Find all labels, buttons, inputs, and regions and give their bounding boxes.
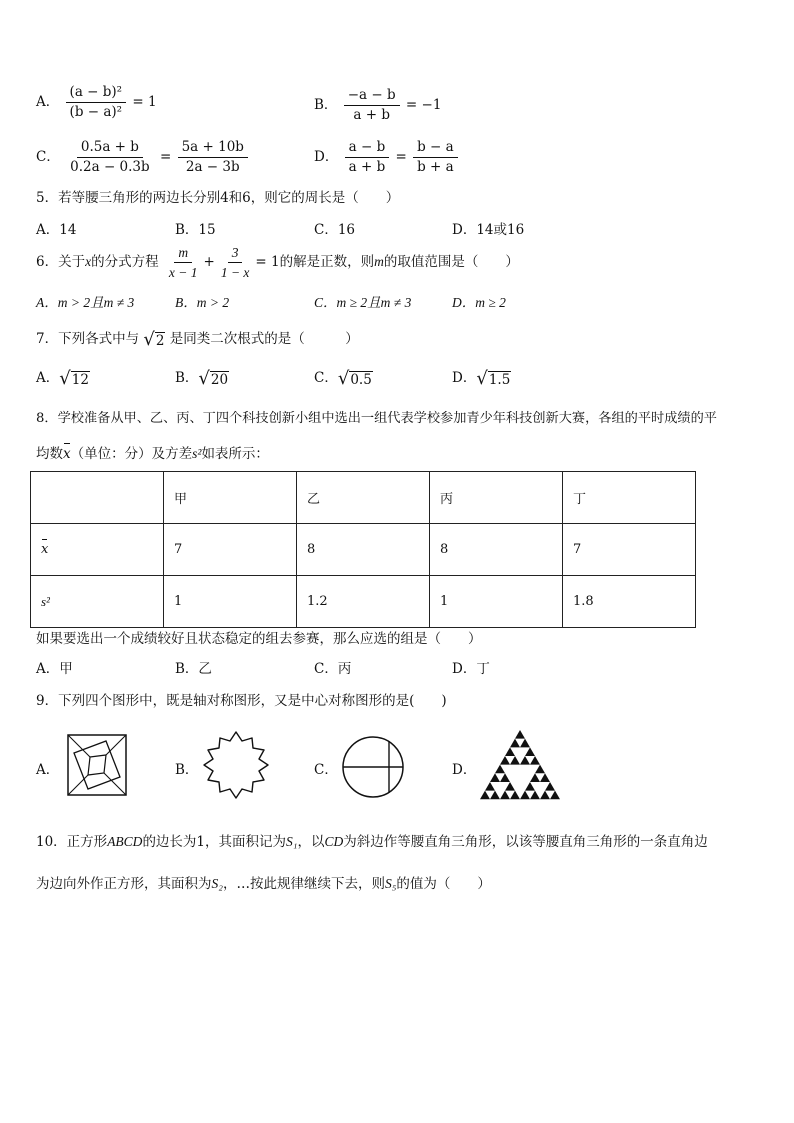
q7-option-b[interactable] (175, 366, 229, 389)
radicand: 20 (210, 372, 229, 388)
denominator: (b − a)² (69, 104, 123, 120)
option-label: C． (36, 149, 60, 165)
q6-option-d[interactable]: D．m ≥ 2 (452, 295, 506, 310)
q7-option-d[interactable] (452, 366, 511, 389)
q5-option-c[interactable]: C．16 (314, 222, 356, 238)
numerator: m (174, 244, 192, 263)
table-row (31, 524, 696, 576)
table-header-cell: 乙 (297, 472, 430, 524)
q8-text: 如表所示： (201, 446, 269, 462)
numerator: 5a + 10b (178, 139, 248, 158)
square-name: ABCD (107, 834, 143, 849)
radicand: 1.5 (488, 372, 511, 388)
q9-option-c[interactable]: C． (314, 762, 338, 778)
q10-text: 为边向外作正方形，其面积为 (36, 876, 212, 892)
q10-text: 的值为（ ） (396, 876, 491, 892)
q6-option-c[interactable]: C．m ≥ 2且m ≠ 3 (314, 295, 412, 310)
q8-option-a[interactable]: A．甲 (36, 661, 73, 677)
numerator: b − a (413, 139, 458, 158)
denominator: 1 − x (220, 265, 250, 280)
area-symbol: S₅ (384, 876, 397, 891)
q7-option-a[interactable] (36, 366, 90, 389)
q7-text (36, 327, 359, 350)
q4-option-a[interactable] (36, 84, 157, 121)
variable-x: x (85, 254, 92, 269)
q7-pre: 7．下列各式中与 (36, 331, 140, 347)
q6-option-a[interactable]: A．m > 2且m ≠ 3 (36, 295, 135, 310)
table-header-cell: 丁 (563, 472, 696, 524)
q4-option-c[interactable] (36, 139, 250, 176)
circle-cross-figure (340, 734, 406, 800)
option-label: D． (452, 370, 477, 386)
fraction (217, 244, 254, 281)
q4-option-d[interactable] (314, 139, 460, 176)
segment-name: CD (324, 834, 344, 849)
q6-mid: 的分式方程 (91, 254, 159, 270)
option-label: C． (314, 370, 338, 386)
equation-rhs: = 1 (132, 94, 157, 110)
q6-text (36, 244, 519, 281)
equals-sign: = (395, 149, 407, 165)
sqrt-symbol: √12 (59, 368, 89, 389)
q6-post: 的取值范围是（ ） (383, 254, 519, 270)
q10-text: 的边长为1，其面积记为 (142, 834, 287, 850)
scores-table (30, 471, 696, 628)
q6-post: 的解是正数，则 (279, 254, 375, 270)
equals-sign: = (159, 149, 172, 165)
option-label: A． (36, 370, 60, 386)
mean-symbol: x (63, 446, 71, 462)
denominator: x − 1 (168, 265, 198, 280)
q5-option-a[interactable]: A．14 (36, 222, 77, 238)
numerator: 3 (228, 244, 243, 263)
fraction (344, 87, 400, 124)
q7-option-c[interactable] (314, 366, 373, 389)
sierpinski-triangle-figure (478, 729, 562, 803)
denominator: a + b (353, 107, 390, 123)
q8-text: （单位：分）及方差 (70, 446, 193, 462)
variance-symbol: s² (41, 593, 50, 609)
q6-option-b[interactable]: B．m > 2 (175, 295, 230, 310)
table-cell: 1 (430, 576, 563, 628)
snowflake-figure (198, 728, 274, 802)
fraction (66, 139, 154, 176)
q10-line1 (36, 830, 708, 850)
table-cell: 1 (164, 576, 297, 628)
numerator: (a − b)² (66, 84, 127, 103)
q5-option-b[interactable]: B．15 (175, 222, 216, 238)
sqrt-symbol: √1.5 (476, 368, 511, 389)
option-label: A． (36, 94, 60, 110)
table-cell: 1.2 (297, 576, 430, 628)
option-label: B． (175, 370, 199, 386)
q9-option-a[interactable]: A． (36, 762, 60, 778)
option-label: B． (314, 97, 338, 113)
pinwheel-square-figure (66, 733, 128, 797)
denominator: 2a − 3b (185, 159, 240, 175)
sqrt-symbol: √0.5 (337, 368, 372, 389)
q5-option-d[interactable]: D．14或16 (452, 222, 525, 238)
area-symbol: S₁ (286, 834, 298, 849)
radicand: 2 (155, 333, 165, 349)
table-row (31, 576, 696, 628)
q10-text: 为斜边作等腰直角三角形，以该等腰直角三角形的一条直角边 (343, 834, 708, 850)
numerator: 0.5a + b (77, 139, 143, 158)
table-header-cell: 丙 (430, 472, 563, 524)
q9-text: 9．下列四个图形中，既是轴对称图形，又是中心对称图形的是( ) (36, 693, 447, 709)
fraction (66, 84, 127, 121)
table-cell: 8 (297, 524, 430, 576)
table-header-row (31, 472, 696, 524)
sqrt-symbol: √2 (143, 329, 165, 350)
numerator: −a − b (344, 87, 400, 106)
q8-question: 如果要选出一个成绩较好且状态稳定的组去参赛，那么应选的组是（ ） (36, 631, 482, 647)
q7-post: 是同类二次根式的是（ ） (169, 331, 359, 347)
q6-pre: 6．关于 (36, 254, 86, 270)
table-cell: 8 (430, 524, 563, 576)
variable-m: m (374, 254, 384, 269)
q4-option-b[interactable] (314, 87, 441, 124)
q8-line1: 8．学校准备从甲、乙、丙、丁四个科技创新小组中选出一组代表学校参加青少年科技创新大赛，各组的平时成绩的平 (36, 411, 717, 426)
equation-rhs: = −1 (405, 97, 442, 113)
q8-option-c[interactable]: C．丙 (314, 661, 352, 677)
table-header-cell (31, 472, 164, 524)
fraction (165, 244, 202, 281)
q10-text: ，以 (297, 834, 325, 850)
denominator: a + b (348, 159, 386, 175)
radicand: 12 (71, 372, 89, 388)
area-symbol: S₂ (211, 876, 223, 891)
fraction (345, 139, 390, 176)
table-header-cell: 甲 (164, 472, 297, 524)
q5-text: 5．若等腰三角形的两边长分别4和6，则它的周长是（ ） (36, 190, 400, 206)
q8-option-d[interactable]: D．丁 (452, 661, 490, 677)
q10-line2 (36, 872, 491, 892)
fraction (413, 139, 458, 176)
q9-option-b[interactable]: B． (175, 762, 199, 778)
q8-line2 (36, 442, 269, 462)
table-cell: 1.8 (563, 576, 696, 628)
q10-text: ，…按此规律继续下去，则 (222, 876, 385, 892)
table-cell: 7 (563, 524, 696, 576)
numerator: a − b (345, 139, 390, 158)
mean-symbol: x (41, 542, 49, 557)
q10-text: 10．正方形 (36, 834, 108, 850)
denominator: 0.2a − 0.3b (70, 159, 150, 175)
radicand: 0.5 (350, 372, 372, 388)
denominator: b + a (417, 159, 454, 175)
q8-text: 均数 (36, 446, 63, 462)
table-row-label (31, 524, 164, 576)
variance-symbol: s² (192, 446, 202, 461)
option-label: D． (314, 149, 339, 165)
table-row-label (31, 576, 164, 628)
table-cell: 7 (164, 524, 297, 576)
q8-option-b[interactable]: B．乙 (175, 661, 212, 677)
q9-option-d[interactable]: D． (452, 762, 477, 778)
fraction (178, 139, 248, 176)
plus-sign: + (203, 254, 215, 270)
equation-rhs: = 1 (255, 254, 280, 270)
sqrt-symbol: √20 (198, 368, 229, 389)
